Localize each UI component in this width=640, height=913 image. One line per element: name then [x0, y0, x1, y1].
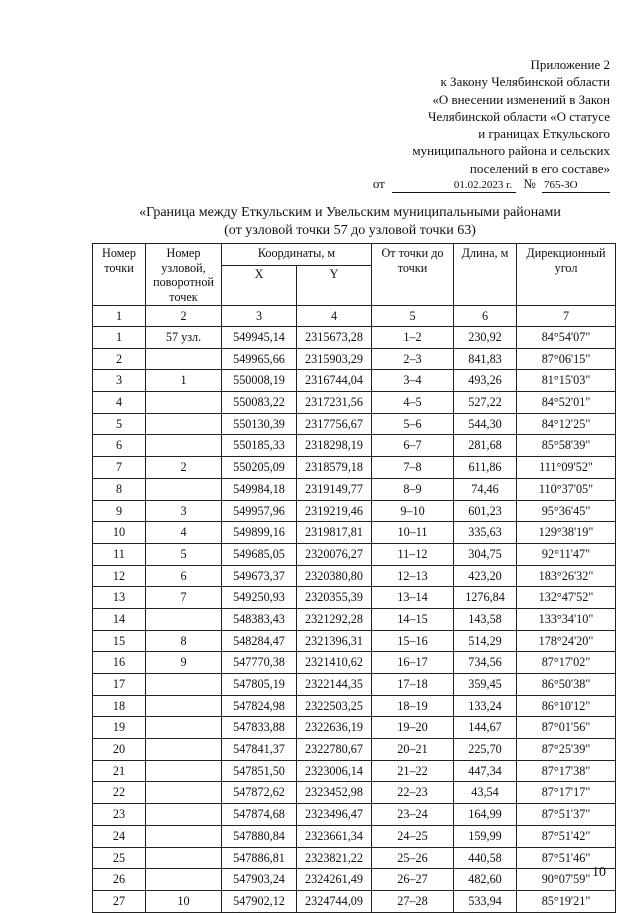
cell-angle: 84°52'01" [517, 392, 616, 414]
appendix-line: к Закону Челябинской области [440, 74, 610, 90]
column-number: 1 [93, 306, 146, 327]
cell-from-to: 9–10 [372, 500, 454, 522]
heading-line-1: «Граница между Еткульским и Увельским муниципальными районами [139, 205, 561, 220]
cell-x: 550083,22 [222, 392, 297, 414]
cell-node-number: 3 [146, 500, 222, 522]
table-row [93, 457, 616, 479]
cell-point-number: 20 [93, 739, 146, 761]
cell-y: 2324261,49 [297, 869, 372, 891]
cell-y: 2323821,22 [297, 847, 372, 869]
appendix-header [310, 56, 610, 177]
cell-y: 2315903,29 [297, 348, 372, 370]
cell-length: 544,30 [454, 413, 517, 435]
cell-length: 493,26 [454, 370, 517, 392]
cell-length: 225,70 [454, 739, 517, 761]
cell-node-number [146, 674, 222, 696]
header-y: Y [297, 266, 372, 306]
cell-x: 549957,96 [222, 500, 297, 522]
cell-y: 2319817,81 [297, 522, 372, 544]
cell-x: 549965,66 [222, 348, 297, 370]
header-node-number: Номер узловой, поворотной точек [146, 244, 222, 306]
cell-point-number: 13 [93, 587, 146, 609]
from-label: от [372, 176, 385, 191]
cell-angle: 87°51'37" [517, 804, 616, 826]
cell-point-number: 12 [93, 565, 146, 587]
cell-x: 549673,37 [222, 565, 297, 587]
cell-y: 2323452,98 [297, 782, 372, 804]
cell-from-to: 1–2 [372, 327, 454, 349]
table-row [93, 435, 616, 457]
cell-y: 2322636,19 [297, 717, 372, 739]
cell-from-to: 20–21 [372, 739, 454, 761]
cell-y: 2324744,09 [297, 890, 372, 912]
appendix-line: Челябинской области «О статусе [428, 108, 610, 124]
cell-length: 143,58 [454, 608, 517, 630]
cell-angle: 87°17'02" [517, 652, 616, 674]
column-number: 2 [146, 306, 222, 327]
cell-node-number [146, 478, 222, 500]
cell-length: 335,63 [454, 522, 517, 544]
cell-length: 482,60 [454, 869, 517, 891]
header-angle: Дирекционный угол [517, 244, 616, 306]
cell-point-number: 11 [93, 543, 146, 565]
cell-angle: 85°58'39" [517, 435, 616, 457]
cell-from-to: 21–22 [372, 760, 454, 782]
cell-y: 2321292,28 [297, 608, 372, 630]
cell-point-number: 2 [93, 348, 146, 370]
table-row [93, 717, 616, 739]
cell-node-number: 57 узл. [146, 327, 222, 349]
table-row [93, 890, 616, 912]
table-row [93, 392, 616, 414]
appendix-line: поселений в его составе» [469, 160, 610, 176]
cell-angle: 87°06'15" [517, 348, 616, 370]
cell-node-number: 8 [146, 630, 222, 652]
cell-y: 2320076,27 [297, 543, 372, 565]
column-number: 6 [454, 306, 517, 327]
cell-from-to: 10–11 [372, 522, 454, 544]
cell-angle: 110°37'05" [517, 478, 616, 500]
table-row [93, 760, 616, 782]
cell-x: 550205,09 [222, 457, 297, 479]
table-row [93, 500, 616, 522]
table-row [93, 565, 616, 587]
cell-node-number [146, 392, 222, 414]
cell-angle: 86°10'12" [517, 695, 616, 717]
cell-from-to: 22–23 [372, 782, 454, 804]
cell-x: 547833,88 [222, 717, 297, 739]
cell-point-number: 16 [93, 652, 146, 674]
cell-node-number: 2 [146, 457, 222, 479]
cell-angle: 95°36'45" [517, 500, 616, 522]
cell-angle: 87°51'42" [517, 825, 616, 847]
cell-from-to: 12–13 [372, 565, 454, 587]
cell-from-to: 27–28 [372, 890, 454, 912]
cell-from-to: 25–26 [372, 847, 454, 869]
appendix-line: и границах Еткульского [478, 126, 610, 142]
table-row [93, 847, 616, 869]
cell-point-number: 22 [93, 782, 146, 804]
cell-point-number: 17 [93, 674, 146, 696]
cell-x: 549945,14 [222, 327, 297, 349]
cell-point-number: 24 [93, 825, 146, 847]
table-row [93, 348, 616, 370]
table-row [93, 674, 616, 696]
header-point-number: Номер точки [93, 244, 146, 306]
cell-node-number [146, 825, 222, 847]
cell-y: 2322503,25 [297, 695, 372, 717]
header-coordinates: Координаты, м [222, 244, 372, 266]
cell-x: 549250,93 [222, 587, 297, 609]
table-row [93, 825, 616, 847]
cell-node-number [146, 847, 222, 869]
cell-length: 359,45 [454, 674, 517, 696]
cell-point-number: 21 [93, 760, 146, 782]
column-number: 7 [517, 306, 616, 327]
cell-y: 2319149,77 [297, 478, 372, 500]
table-row [93, 543, 616, 565]
cell-y: 2318298,19 [297, 435, 372, 457]
cell-y: 2322144,35 [297, 674, 372, 696]
cell-point-number: 9 [93, 500, 146, 522]
cell-length: 159,99 [454, 825, 517, 847]
cell-length: 533,94 [454, 890, 517, 912]
cell-length: 447,34 [454, 760, 517, 782]
cell-x: 547903,24 [222, 869, 297, 891]
cell-y: 2323661,34 [297, 825, 372, 847]
cell-from-to: 8–9 [372, 478, 454, 500]
cell-angle: 87°17'38" [517, 760, 616, 782]
cell-from-to: 16–17 [372, 652, 454, 674]
cell-y: 2320355,39 [297, 587, 372, 609]
cell-x: 547851,50 [222, 760, 297, 782]
cell-point-number: 5 [93, 413, 146, 435]
cell-y: 2323006,14 [297, 760, 372, 782]
cell-from-to: 19–20 [372, 717, 454, 739]
cell-node-number [146, 760, 222, 782]
cell-x: 547824,98 [222, 695, 297, 717]
cell-x: 548284,47 [222, 630, 297, 652]
cell-from-to: 13–14 [372, 587, 454, 609]
cell-node-number [146, 739, 222, 761]
cell-y: 2323496,47 [297, 804, 372, 826]
column-number: 5 [372, 306, 454, 327]
table-row [93, 327, 616, 349]
table-row [93, 630, 616, 652]
cell-node-number [146, 435, 222, 457]
cell-from-to: 7–8 [372, 457, 454, 479]
cell-length: 281,68 [454, 435, 517, 457]
appendix-line: муниципального района и сельских [412, 143, 610, 159]
cell-point-number: 19 [93, 717, 146, 739]
cell-node-number [146, 348, 222, 370]
cell-x: 547902,12 [222, 890, 297, 912]
cell-node-number: 7 [146, 587, 222, 609]
cell-angle: 111°09'52" [517, 457, 616, 479]
number-label: № [523, 176, 536, 191]
cell-length: 164,99 [454, 804, 517, 826]
appendix-line: «О внесении изменений в Закон [432, 91, 610, 107]
cell-y: 2321396,31 [297, 630, 372, 652]
cell-angle: 90°07'59" [517, 869, 616, 891]
cell-angle: 87°51'46" [517, 847, 616, 869]
table-body [93, 327, 616, 913]
cell-y: 2322780,67 [297, 739, 372, 761]
cell-length: 601,23 [454, 500, 517, 522]
cell-from-to: 6–7 [372, 435, 454, 457]
cell-length: 43,54 [454, 782, 517, 804]
table-row [93, 587, 616, 609]
cell-length: 144,67 [454, 717, 517, 739]
cell-node-number: 9 [146, 652, 222, 674]
cell-length: 514,29 [454, 630, 517, 652]
table-row [93, 370, 616, 392]
cell-x: 547770,38 [222, 652, 297, 674]
cell-length: 440,58 [454, 847, 517, 869]
cell-from-to: 11–12 [372, 543, 454, 565]
cell-x: 547886,81 [222, 847, 297, 869]
header-length: Длина, м [454, 244, 517, 306]
cell-x: 549984,18 [222, 478, 297, 500]
cell-length: 74,46 [454, 478, 517, 500]
cell-x: 547874,68 [222, 804, 297, 826]
table-row [93, 478, 616, 500]
cell-point-number: 14 [93, 608, 146, 630]
cell-angle: 87°17'17" [517, 782, 616, 804]
cell-angle: 178°24'20" [517, 630, 616, 652]
law-number: 765-ЗО [542, 179, 610, 193]
cell-from-to: 26–27 [372, 869, 454, 891]
cell-node-number: 6 [146, 565, 222, 587]
cell-point-number: 18 [93, 695, 146, 717]
cell-y: 2315673,28 [297, 327, 372, 349]
cell-length: 230,92 [454, 327, 517, 349]
appendix-line: Приложение 2 [530, 57, 610, 72]
cell-angle: 92°11'47" [517, 543, 616, 565]
cell-length: 1276,84 [454, 587, 517, 609]
cell-angle: 84°54'07" [517, 327, 616, 349]
cell-node-number [146, 695, 222, 717]
cell-from-to: 4–5 [372, 392, 454, 414]
cell-x: 548383,43 [222, 608, 297, 630]
table-row [93, 804, 616, 826]
cell-point-number: 27 [93, 890, 146, 912]
cell-point-number: 1 [93, 327, 146, 349]
cell-angle: 87°25'39" [517, 739, 616, 761]
cell-angle: 87°01'56" [517, 717, 616, 739]
cell-length: 611,86 [454, 457, 517, 479]
cell-point-number: 8 [93, 478, 146, 500]
cell-point-number: 15 [93, 630, 146, 652]
cell-y: 2321410,62 [297, 652, 372, 674]
cell-from-to: 15–16 [372, 630, 454, 652]
cell-length: 841,83 [454, 348, 517, 370]
cell-length: 423,20 [454, 565, 517, 587]
cell-length: 133,24 [454, 695, 517, 717]
cell-point-number: 6 [93, 435, 146, 457]
cell-from-to: 3–4 [372, 370, 454, 392]
cell-angle: 81°15'03" [517, 370, 616, 392]
cell-length: 734,56 [454, 652, 517, 674]
cell-x: 547880,84 [222, 825, 297, 847]
heading-line-2: (от узловой точки 57 до узловой точки 63) [224, 223, 476, 238]
boundary-points-table [92, 243, 616, 913]
cell-point-number: 10 [93, 522, 146, 544]
cell-angle: 133°34'10" [517, 608, 616, 630]
cell-x: 550008,19 [222, 370, 297, 392]
document-heading [60, 204, 640, 240]
cell-y: 2316744,04 [297, 370, 372, 392]
cell-point-number: 4 [93, 392, 146, 414]
cell-node-number [146, 413, 222, 435]
cell-y: 2317756,67 [297, 413, 372, 435]
cell-x: 547841,37 [222, 739, 297, 761]
cell-from-to: 2–3 [372, 348, 454, 370]
cell-angle: 129°38'19" [517, 522, 616, 544]
cell-angle: 86°50'38" [517, 674, 616, 696]
cell-point-number: 25 [93, 847, 146, 869]
cell-angle: 85°19'21" [517, 890, 616, 912]
table-row [93, 782, 616, 804]
cell-node-number [146, 608, 222, 630]
page-number: 10 [592, 865, 606, 880]
cell-node-number [146, 782, 222, 804]
cell-from-to: 14–15 [372, 608, 454, 630]
cell-from-to: 17–18 [372, 674, 454, 696]
cell-angle: 132°47'52" [517, 587, 616, 609]
cell-node-number: 4 [146, 522, 222, 544]
cell-angle: 84°12'25" [517, 413, 616, 435]
cell-node-number: 10 [146, 890, 222, 912]
cell-x: 549685,05 [222, 543, 297, 565]
law-date-number-line [373, 175, 610, 193]
cell-node-number: 1 [146, 370, 222, 392]
column-number: 3 [222, 306, 297, 327]
cell-x: 547805,19 [222, 674, 297, 696]
header-from-to: От точки до точки [372, 244, 454, 306]
cell-from-to: 18–19 [372, 695, 454, 717]
cell-x: 550130,39 [222, 413, 297, 435]
table-row [93, 739, 616, 761]
cell-point-number: 23 [93, 804, 146, 826]
table-row [93, 413, 616, 435]
cell-node-number [146, 869, 222, 891]
cell-point-number: 26 [93, 869, 146, 891]
cell-x: 547872,62 [222, 782, 297, 804]
cell-y: 2318579,18 [297, 457, 372, 479]
header-x: X [222, 266, 297, 306]
cell-from-to: 24–25 [372, 825, 454, 847]
table-row [93, 695, 616, 717]
column-number: 4 [297, 306, 372, 327]
column-number-row [93, 306, 616, 327]
cell-point-number: 3 [93, 370, 146, 392]
cell-x: 549899,16 [222, 522, 297, 544]
cell-node-number [146, 804, 222, 826]
law-date: 01.02.2023 г. [392, 179, 516, 193]
table-row [93, 608, 616, 630]
cell-point-number: 7 [93, 457, 146, 479]
cell-angle: 183°26'32" [517, 565, 616, 587]
table-row [93, 522, 616, 544]
cell-y: 2320380,80 [297, 565, 372, 587]
cell-length: 527,22 [454, 392, 517, 414]
cell-from-to: 23–24 [372, 804, 454, 826]
cell-x: 550185,33 [222, 435, 297, 457]
table-row [93, 869, 616, 891]
cell-node-number [146, 717, 222, 739]
cell-y: 2317231,56 [297, 392, 372, 414]
table-row [93, 652, 616, 674]
cell-y: 2319219,46 [297, 500, 372, 522]
cell-from-to: 5–6 [372, 413, 454, 435]
cell-length: 304,75 [454, 543, 517, 565]
cell-node-number: 5 [146, 543, 222, 565]
